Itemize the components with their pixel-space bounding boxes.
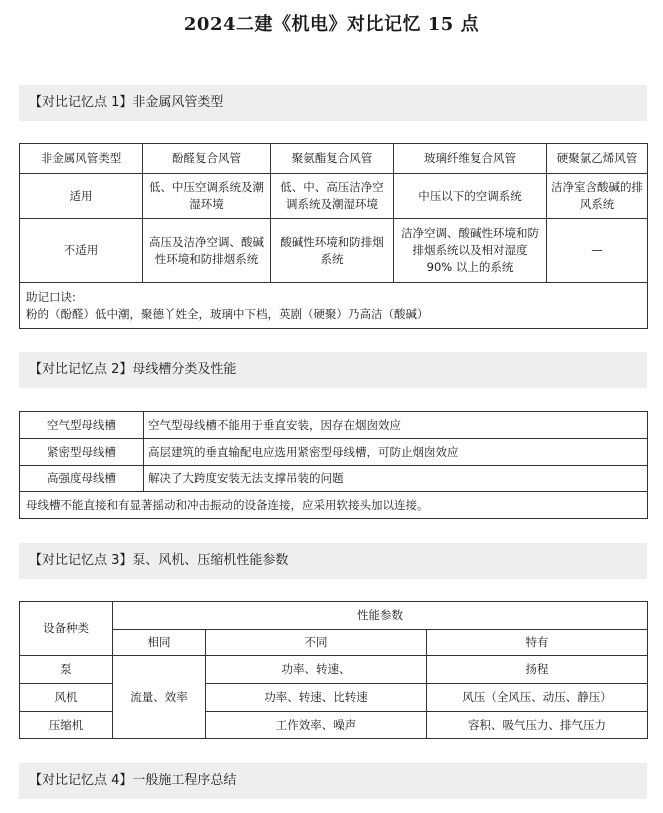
note-cell: 母线槽不能直接和有显著摇动和冲击振动的设备连接，应采用软接头加以连接。 <box>20 492 648 519</box>
table-cell: 扬程 <box>427 656 648 684</box>
table-row <box>20 656 648 684</box>
mnemonic-row <box>20 283 648 329</box>
table-cell: 高压及洁净空调、酸碱性环境和防排烟系统 <box>143 219 271 283</box>
table-header-row <box>20 602 648 630</box>
busway-table <box>19 411 648 519</box>
table-row <box>20 439 648 466</box>
duct-types-table <box>19 143 648 329</box>
section-heading-4: 【对比记忆点 4】一般施工程序总结 <box>19 763 647 799</box>
table-cell: 适用 <box>20 174 143 219</box>
table-cell: 高层建筑的垂直输配电应选用紧密型母线槽，可防止烟囱效应 <box>144 439 648 466</box>
section-heading-3: 【对比记忆点 3】泵、风机、压缩机性能参数 <box>19 543 647 579</box>
table-cell: 风机 <box>20 684 113 712</box>
table-cell: 空气型母线槽不能用于垂直安装，因存在烟囱效应 <box>144 412 648 439</box>
header-cell: 玻璃纤维复合风管 <box>394 144 547 174</box>
table-cell: 空气型母线槽 <box>20 412 144 439</box>
header-cell: 特有 <box>427 630 648 656</box>
header-cell: 设备种类 <box>20 602 113 656</box>
table-cell: 压缩机 <box>20 712 113 739</box>
table-cell: 低、中压空调系统及潮湿环境 <box>143 174 271 219</box>
table-cell: 高强度母线槽 <box>20 466 144 492</box>
mnemonic-cell <box>20 283 648 329</box>
performance-params-table <box>19 601 648 739</box>
table-row <box>20 466 648 492</box>
table-cell: 风压（全风压、动压、静压） <box>427 684 648 712</box>
table-cell: — <box>547 219 648 283</box>
mnemonic-text: 粉的（酚醛）低中潮，聚德丫姓全，玻璃中下档，英剧（硬聚）乃高洁（酸碱） <box>26 306 429 321</box>
table-cell: 洁净空调、酸碱性环境和防排烟系统以及相对湿度 90% 以上的系统 <box>394 219 547 283</box>
header-cell: 聚氨酯复合风管 <box>271 144 394 174</box>
header-cell: 酚醛复合风管 <box>143 144 271 174</box>
header-cell: 相同 <box>113 630 206 656</box>
section-heading-2: 【对比记忆点 2】母线槽分类及性能 <box>19 352 647 388</box>
table-cell: 洁净室含酸碱的排风系统 <box>547 174 648 219</box>
table-header-row <box>20 144 648 174</box>
table-row <box>20 174 648 219</box>
header-cell: 性能参数 <box>113 602 648 630</box>
table-cell: 低、中、高压洁净空调系统及潮湿环境 <box>271 174 394 219</box>
table-cell: 流量、效率 <box>113 656 206 739</box>
table-cell: 容积、吸气压力、排气压力 <box>427 712 648 739</box>
table-cell: 功率、转速、 <box>206 656 427 684</box>
table-cell: 不适用 <box>20 219 143 283</box>
note-row <box>20 492 648 519</box>
table-cell: 解决了大跨度安装无法支撑吊装的问题 <box>144 466 648 492</box>
table-cell: 紧密型母线槽 <box>20 439 144 466</box>
table-cell: 功率、转速、比转速 <box>206 684 427 712</box>
table-cell: 酸碱性环境和防排烟系统 <box>271 219 394 283</box>
table-row <box>20 412 648 439</box>
table-header-row <box>20 630 648 656</box>
table-row <box>20 219 648 283</box>
header-cell: 硬聚氯乙烯风管 <box>547 144 648 174</box>
section-heading-1: 【对比记忆点 1】非金属风管类型 <box>19 85 647 121</box>
table-cell: 工作效率、噪声 <box>206 712 427 739</box>
mnemonic-label: 助记口诀: <box>26 289 76 304</box>
table-cell: 泵 <box>20 656 113 684</box>
header-cell: 非金属风管类型 <box>20 144 143 174</box>
header-cell: 不同 <box>206 630 427 656</box>
table-cell: 中压以下的空调系统 <box>394 174 547 219</box>
page-title: 2024二建《机电》对比记忆 15 点 <box>183 14 480 35</box>
